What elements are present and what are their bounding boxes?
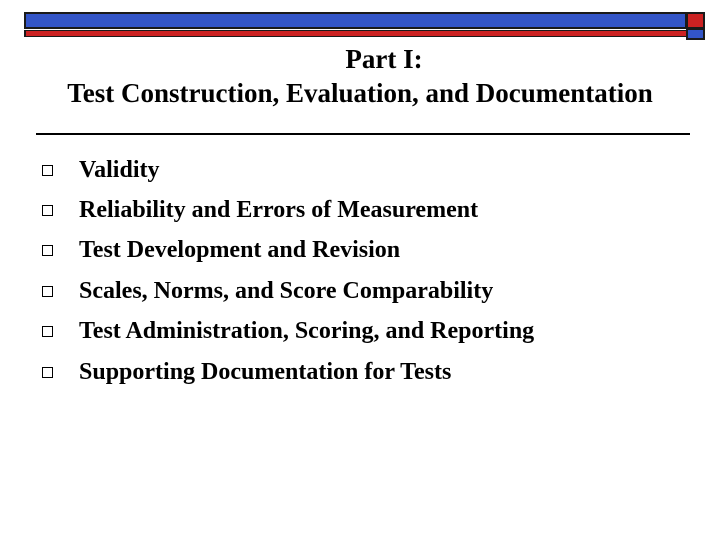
hollow-square-bullet-icon (42, 367, 53, 378)
list-item-label: Supporting Documentation for Tests (79, 358, 452, 385)
slide-title-line2: Test Construction, Evaluation, and Documentation (67, 78, 653, 108)
list-item-label: Scales, Norms, and Score Comparability (79, 277, 494, 304)
header-blue-bar (24, 12, 687, 29)
list-item-label: Reliability and Errors of Measurement (79, 197, 479, 224)
header-blue-square (686, 28, 705, 40)
list-item (42, 271, 534, 311)
title-divider (36, 133, 690, 135)
list-item-label: Test Development and Revision (79, 237, 401, 264)
bullet-list (42, 150, 534, 392)
header-red-square (686, 12, 705, 29)
list-item-label: Validity (79, 156, 160, 183)
list-item (42, 150, 534, 190)
header-red-bar (24, 30, 687, 37)
list-item (42, 352, 534, 392)
slide-title-line1: Part I: (345, 44, 423, 74)
slide-title (0, 42, 720, 110)
list-item (42, 190, 534, 230)
list-item-label: Test Administration, Scoring, and Reporting (79, 318, 535, 345)
hollow-square-bullet-icon (42, 165, 53, 176)
hollow-square-bullet-icon (42, 205, 53, 216)
list-item (42, 231, 534, 271)
hollow-square-bullet-icon (42, 286, 53, 297)
hollow-square-bullet-icon (42, 326, 53, 337)
hollow-square-bullet-icon (42, 245, 53, 256)
list-item (42, 312, 534, 352)
